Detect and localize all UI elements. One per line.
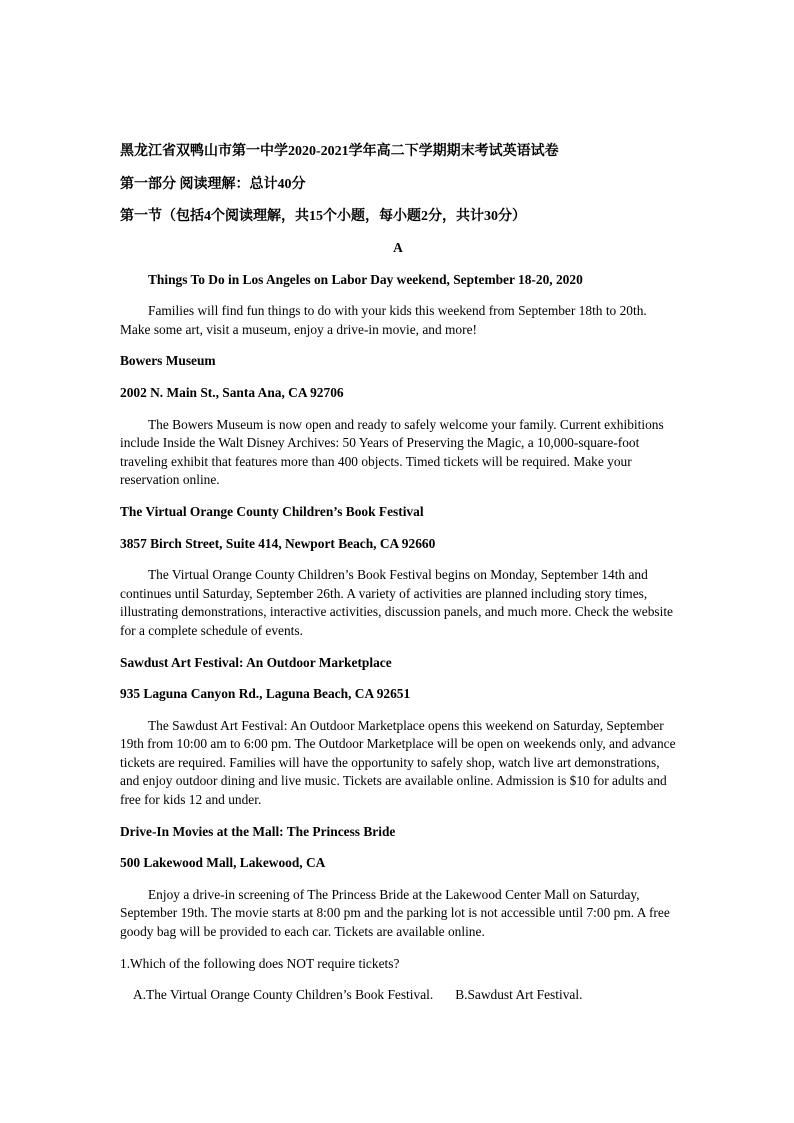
event-address: 500 Lakewood Mall, Lakewood, CA: [120, 855, 326, 871]
event-book-festival: [120, 503, 676, 641]
question-text: 1.Which of the following does NOT require tickets?: [120, 955, 400, 971]
event-name: Sawdust Art Festival: An Outdoor Marketplace: [120, 654, 392, 670]
document-page: [120, 142, 676, 1005]
part-heading: 第一部分 阅读理解：总计40分: [120, 177, 306, 192]
event-description: The Sawdust Art Festival: An Outdoor Marketplace opens this weekend on Saturday, September 19th from 10:00 am to 6:00 pm. The Outdoor Marketplace will be open on weekends only, and advance tickets are required. Families will have the opportunity to safely shop, watch live art demonstrations, and enjoy outdoor dining and live music. Tickets are available online. Admission is $10 for adults and free for kids 12 and under.: [120, 717, 676, 808]
event-address: 3857 Birch Street, Suite 414, Newport Beach, CA 92660: [120, 535, 436, 551]
event-bowers-museum: [120, 352, 676, 490]
article-title: Things To Do in Los Angeles on Labor Day weekend, September 18-20, 2020: [148, 271, 583, 287]
event-sawdust-festival: [120, 654, 676, 810]
exam-title: 黑龙江省双鸭山市第一中学2020-2021学年高二下学期期末考试英语试卷: [120, 144, 559, 159]
answer-options: [120, 986, 676, 1005]
intro-paragraph: Families will find fun things to do with your kids this weekend from September 18th to 20th. Make some art, visit a museum, enjoy a drive-in movie, and more!: [120, 303, 647, 337]
section-heading: 第一节（包括4个阅读理解，共15个小题，每小题2分，共计30分）: [120, 209, 526, 224]
event-name: Bowers Museum: [120, 353, 216, 369]
event-address: 935 Laguna Canyon Rd., Laguna Beach, CA 92651: [120, 686, 411, 702]
event-name: Drive-In Movies at the Mall: The Princess Bride: [120, 823, 396, 839]
event-address: 2002 N. Main St., Santa Ana, CA 92706: [120, 384, 344, 400]
option-b[interactable]: B.Sawdust Art Festival.: [455, 987, 583, 1003]
passage-label: A: [393, 240, 403, 255]
option-a[interactable]: A.The Virtual Orange County Children’s Book Festival.: [133, 987, 434, 1003]
event-drive-in-movie: [120, 823, 676, 942]
event-description: The Bowers Museum is now open and ready to safely welcome your family. Current exhibitions include Inside the Walt Disney Archives: 50 Years of Preserving the Magic, a 10,000-square-foot traveling exhibit that features more than 400 objects. Timed tickets will be required. Make your reservation online.: [120, 416, 664, 488]
event-description: Enjoy a drive-in screening of The Princess Bride at the Lakewood Center Mall on Saturday, September 19th. The movie starts at 8:00 pm and the parking lot is not accessible until 7:00 pm. A free goody bag will be provided to each car. Tickets are available online.: [120, 886, 670, 940]
event-description: The Virtual Orange County Children’s Book Festival begins on Monday, September 14th and continues until Saturday, September 26th. A variety of activities are planned including story times, illustrating demonstrations, interactive activities, discussion panels, and much more. Check the website for a complete schedule of events.: [120, 567, 673, 638]
event-name: The Virtual Orange County Children’s Book Festival: [120, 503, 424, 519]
